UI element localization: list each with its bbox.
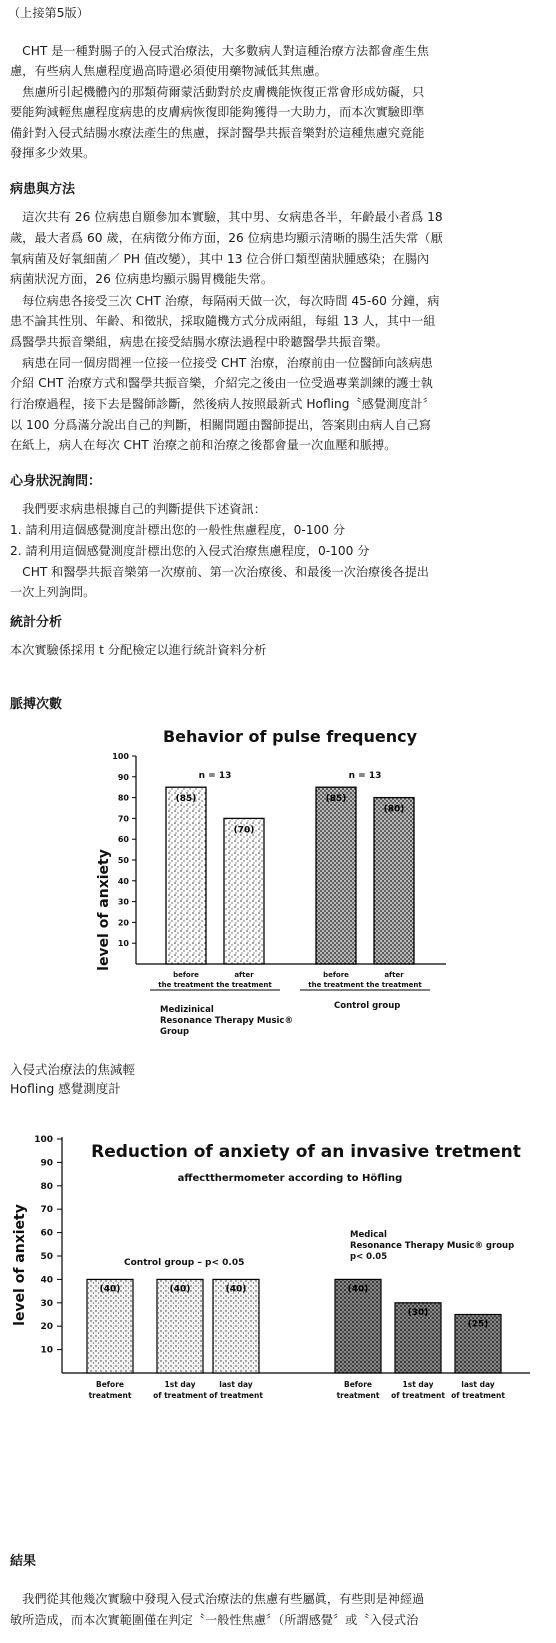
text-line: 病患在同一個房間裡一位接一位接受 CHT 治療，治療前由一位醫師向該病患: [10, 356, 433, 370]
text-line: 要能夠減輕焦慮程度病患的皮膚病恢復即能夠獲得一大助力，而本次實驗即準: [10, 105, 425, 119]
text-line: 本次實驗係採用 t 分配檢定以進行統計資料分析: [10, 643, 267, 657]
y-tick-label: 100: [34, 1135, 53, 1145]
y-tick-label: 100: [112, 752, 129, 761]
group-label: Medical Resonance Therapy Music® group p< 0.05: [350, 1230, 515, 1262]
y-tick-label: 70: [40, 1205, 53, 1216]
category-label: 1st day: [402, 1380, 434, 1389]
y-tick-label: 60: [40, 1228, 53, 1239]
text-line: 爲醫學共振音樂組，病患在接受結腸水療法過程中聆聽醫學共振音樂。: [10, 335, 388, 349]
category-label: after: [384, 971, 404, 979]
y-axis-label: level of anxiety: [96, 849, 112, 971]
group-annotation: n = 13: [198, 771, 232, 781]
text-line: 發揮多少效果。: [10, 146, 96, 160]
chart-title: Reduction of anxiety of an invasive tretment: [91, 1142, 521, 1162]
y-tick-label: 70: [117, 814, 129, 824]
category-label: the treatment: [366, 981, 422, 989]
text-line: 介紹 CHT 治療方式和醫學共振音樂，介紹完之後由一位受過專業訓練的護士執: [10, 376, 433, 390]
section-heading-statistics: 統計分析: [10, 615, 63, 630]
text-line: 患不論其性別、年齡、和徵狀，採取隨機方式分成兩組，每組 13 人，其中一組: [10, 314, 436, 328]
category-label: of treatment: [153, 1391, 207, 1400]
y-tick-label: 30: [117, 897, 129, 907]
y-axis-label: level of anxiety: [12, 1204, 28, 1326]
bar: [166, 787, 206, 964]
y-tick-label: 50: [117, 856, 129, 865]
text-line: 在紙上，病人在每次 CHT 治療之前和治療之後都會量一次血壓和脈搏。: [10, 438, 397, 452]
chart-caption: Hofling 感覺測度計: [10, 1081, 121, 1096]
text-line: 備針對入侵式結腸水療法產生的焦慮，探討醫學共振音樂對於這種焦慮究竟能: [10, 126, 425, 140]
section-heading-pulse: 脈搏次數: [10, 697, 63, 712]
category-label: last day: [219, 1380, 253, 1389]
chart-title: Behavior of pulse frequency: [162, 727, 418, 746]
y-tick-label: 60: [117, 835, 129, 845]
category-label: of treatment: [391, 1391, 445, 1400]
y-tick-label: 90: [117, 772, 129, 782]
data-label: (40): [99, 1284, 121, 1295]
category-label: Before: [343, 1380, 373, 1389]
bar: [316, 787, 356, 964]
y-tick-label: 20: [117, 918, 129, 928]
text-line: 這次共有 26 位病患自願參加本實驗，其中男、女病患各半，年齡最小者爲 18: [10, 210, 443, 224]
text-line: 病菌狀況方面，26 位病患均顯示腸胃機能失常。: [10, 272, 274, 286]
y-tick-label: 40: [117, 876, 129, 886]
chart-caption: 入侵式治療法的焦減輕: [10, 1062, 136, 1077]
y-tick-label: 10: [40, 1345, 53, 1356]
y-tick-label: 50: [40, 1252, 53, 1262]
group-annotation: n = 13: [348, 771, 382, 781]
text-line: 以 100 分爲滿分說出自己的判斷，相關問題由醫師提出，答案則由病人自己寫: [10, 418, 432, 432]
bar: [374, 798, 414, 964]
data-label: (40): [347, 1284, 369, 1295]
section-heading-methods: 病患與方法: [10, 182, 76, 197]
y-tick-label: 30: [40, 1298, 53, 1309]
list-item: 1. 請利用這個感覺測度計標出您的一般性焦慮程度，0-100 分: [10, 523, 346, 537]
group-label: Control group – p< 0.05: [124, 1258, 245, 1268]
text-line: 焦慮所引起機體內的那類荷爾蒙活動對於皮膚機能恢復正常會形成妨礙，只: [10, 85, 425, 99]
data-label: (40): [225, 1284, 247, 1295]
category-label: the treatment: [158, 981, 214, 989]
bar: [224, 818, 264, 964]
text-line: 敏所造成，而本次實範圍僅在判定〝一般性焦慮〞（所謂感覺〞或〝入侵式治: [10, 1613, 419, 1627]
data-label: (30): [407, 1307, 429, 1318]
category-label: treatment: [88, 1391, 132, 1400]
y-tick-label: 10: [117, 939, 129, 949]
anxiety-reduction-chart: [0, 1125, 556, 1435]
y-tick-label: 90: [40, 1158, 53, 1169]
data-label: (40): [169, 1284, 191, 1295]
y-tick-label: 80: [117, 793, 129, 803]
section-heading-inquiry: 心身狀況詢問：: [10, 474, 102, 489]
text-line: 行治療過程，接下去是醫師診斷，然後病人按照最新式 Hofling〝感覺測度計〞: [10, 397, 435, 411]
category-label: treatment: [336, 1391, 380, 1400]
continued-note: （上接第5版）: [8, 6, 89, 20]
category-label: of treatment: [451, 1391, 505, 1400]
list-item: 2. 請利用這個感覺測度計標出您的入侵式治療焦慮程度，0-100 分: [10, 544, 370, 558]
text-line: 我們從其他幾次實驗中發現入侵式治療法的焦慮有些屬眞，有些則是神經過: [10, 1592, 425, 1606]
data-label: (80): [383, 804, 405, 815]
text-line: CHT 是一種對腸子的入侵式治療法，大多數病人對這種治療方法都會產生焦: [10, 44, 429, 58]
text-line: CHT 和醫學共振音樂第一次療前、第一次治療後、和最後一次治療後各提出: [10, 565, 429, 579]
data-label: (85): [175, 794, 197, 805]
chart-subtitle: affectthermometer according to Höfling: [177, 1173, 403, 1184]
data-label: (85): [325, 794, 347, 805]
pulse-frequency-chart: [90, 720, 450, 1070]
text-line: 我們要求病患根據自己的判斷提供下述資訊：: [10, 502, 266, 516]
text-line: 歲，最大者爲 60 歲，在病徵分佈方面，26 位病患均顯示清晰的腸生活失常（厭: [10, 231, 443, 245]
y-tick-label: 20: [40, 1322, 53, 1333]
category-label: the treatment: [216, 981, 272, 989]
category-label: last day: [461, 1380, 495, 1389]
y-tick-label: 40: [40, 1275, 53, 1286]
category-label: of treatment: [209, 1391, 263, 1400]
category-label: before: [173, 971, 199, 979]
category-label: 1st day: [164, 1380, 196, 1389]
group-label: Control group: [334, 1001, 401, 1011]
category-label: before: [323, 971, 349, 979]
text-line: 每位病患各接受三次 CHT 治療，每隔兩天做一次，每次時間 45-60 分鐘，病: [10, 294, 440, 308]
text-line: 慮，有些病人焦慮程度過高時還必須使用藥物減低其焦慮。: [10, 64, 327, 78]
y-tick-label: 80: [40, 1181, 53, 1192]
data-label: (25): [467, 1319, 489, 1330]
section-heading-results: 結果: [10, 1554, 37, 1569]
data-label: (70): [233, 825, 255, 836]
category-label: Before: [95, 1380, 125, 1389]
text-line: 氧病菌及好氧細菌／ PH 值改變），其中 13 位合併口類型菌狀腫感染；在腸內: [10, 252, 430, 266]
group-label: Medizinical Resonance Therapy Music® Group: [160, 1005, 293, 1037]
category-label: the treatment: [308, 981, 364, 989]
category-label: after: [234, 971, 254, 979]
text-line: 一次上列詢問。: [10, 585, 96, 599]
